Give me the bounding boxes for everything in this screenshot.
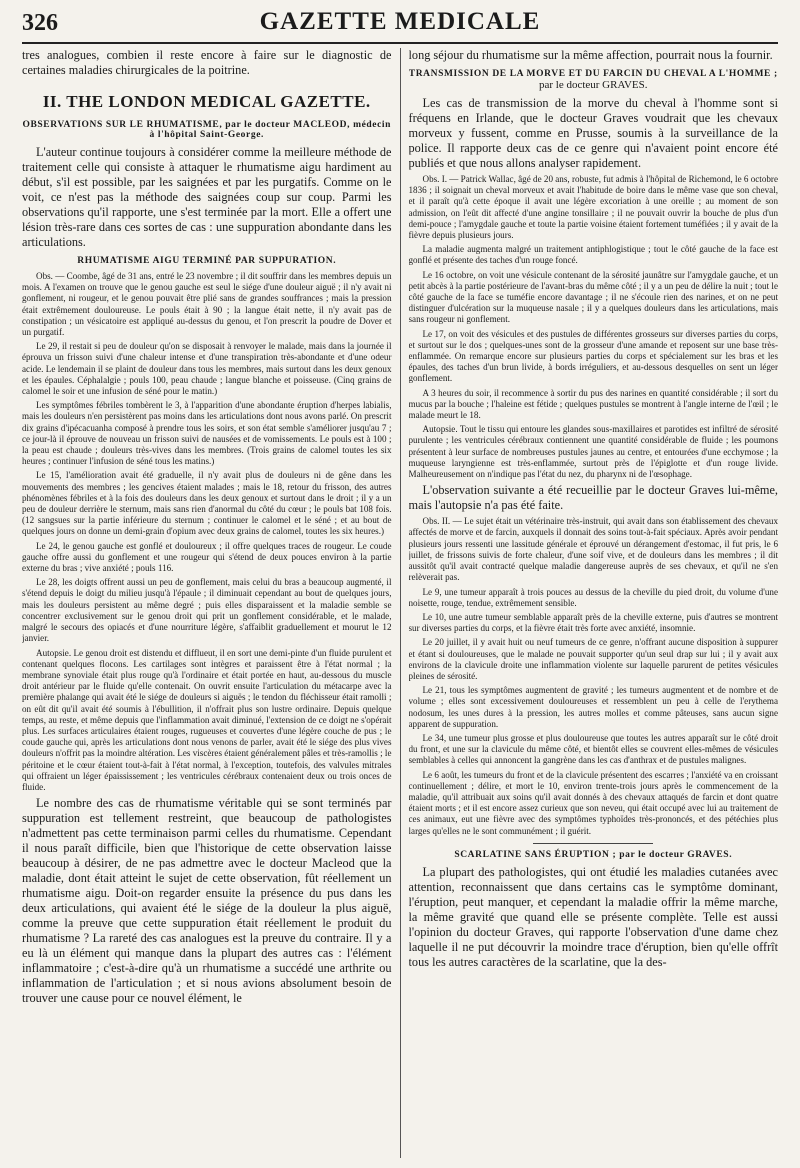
two-column-body [22, 48, 778, 1158]
right-mid-paragraph: L'observation suivante a été recueillie par le docteur Graves lui-même, mais l'autopsie n'a pas été faite. [408, 483, 778, 513]
observation-paragraph: Le 15, l'amélioration avait été graduelle, il n'y avait plus de douleurs ni de gêne dans les mouvements des membres ; les gencives étaient malades ; mais le 18, retour du frisson, des autres phénomènes fébriles et à la fois des douleurs dans les deux genoux et surtout dans le droit ; il y a un peu de douleur derrière le sternum, mais sans rien d'anormal du côté du cœur ; le pouls bat 108 fois. (12 sangsues sur la partie inférieure du sternum ; continuer le calomel et le séné ; et au bout de quelques jours on donne un demi-grain d'opium avec deux grains de calomel, toutes les six heures.) [22, 470, 392, 537]
left-closing-paragraph: Le nombre des cas de rhumatisme véritable qui se sont terminés par suppuration est tellement restreint, que beaucoup de pathologistes n'admettent pas cette terminaison parmi celles du rhumatisme. Cependant il nous paraît difficile, bien que l'historique de cette observation laisse beaucoup à désirer, de ne pas admettre avec le docteur Macleod que la maladie, dont était atteint le sujet de cette observation, fût réellement un rhumatisme aigu. Doit-on regarder ensuite la présence du pus dans les deux articulations, qui avaient été le siége de la douleur la plus aiguë, comme la preuve que cette suppuration était réellement le produit du rhumatisme ? La rareté des cas analogues est la preuve du contraire. Il y a eu là un élément qui manque dans la plupart des autres cas : l'élément inflammatoire ; c'est-à-dire qu'à un rhumatisme a succédé une arthrite ou inflammation de l'articulation ; et si nous avions absolument besoin de trouver une cause pour ce nouvel élément, le [22, 796, 392, 1006]
observation-one [409, 174, 779, 480]
observation-paragraph: Le 16 octobre, on voit une vésicule contenant de la sérosité jaunâtre sur l'amygdale gauche, et un petit abcès à la partie postérieure de l'avant-bras du même côté ; il y a un peu de délire la nuit ; tout le côté gauche de la face se tuméfie encore davantage ; il ne s'écoule rien des narines, et on ne peut distinguer d'ulcération sur la muqueuse nasale ; il y a quelques douleurs dans les articulations, mais sans rougeur ni gonflement. [408, 269, 778, 325]
right-column [409, 48, 779, 1158]
section-title: II. THE LONDON MEDICAL GAZETTE. [42, 92, 371, 111]
observation-paragraph: Obs. — Coombe, âgé de 31 ans, entré le 23 novembre ; il dit souffrir dans les membres depuis un mois. A l'examen on trouve que le genou gauche est seul le siége d'une douleur aiguë ; il n'y avait ni gonflement, ni rougeur, et le genou pouvait être plié sans de grandes souffrances ; mais la pression était extrêmement douloureuse. Le pouls était à 90 ; la langue était nette, il n'y avait pas de constipation ; un vésicatoire est appliqué au-dessus du genou, et l'on prescrit la poudre de Dover et un purgatif. [22, 271, 392, 338]
left-intro: tres analogues, combien il reste encore à faire sur le diagnostic de certaines maladies chirurgicales de la poitrine. [22, 48, 392, 77]
observation-paragraph: La maladie augmenta malgré un traitement antiphlogistique ; tout le côté gauche de la face est gonflé et présente des taches d'un rouge foncé. [408, 244, 778, 266]
subheading-scarlatine: SCARLATINE SANS ÉRUPTION ; par le docteur GRAVES. [454, 849, 733, 860]
observation-paragraph: Le 20 juillet, il y avait huit ou neuf tumeurs de ce genre, n'offrant aucune disposition à suppurer et étant si douloureuses, que le malade ne pouvait supporter qu'un seul drap sur lui ; il y avait aux environs de la clavicule droite une inflammation violente sur laquelle parurent de petites vésicules pleines de sérosité. [408, 637, 778, 681]
column-rule [400, 48, 401, 1158]
observation-paragraph: Le 10, une autre tumeur semblable apparaît près de la cheville externe, puis d'autres se montrent sur diverses parties du corps, et la fièvre était très forte avec anxiété, insomnie. [408, 611, 778, 634]
observation-paragraph: Le 28, les doigts offrent aussi un peu de gonflement, mais celui du bras a beaucoup augmenté, il s'étend depuis le doigt du milieu jusqu'à l'épaule ; il diminuait cependant au bout de quelques jours, mais les douleurs persistent au même degré ; puis elles disparaissent et la maladie semble se concentrer exclusivement sur le genou droit qui prit un gonflement considérable, et le malade, malgré le secours des opiacés et d'une nourriture légère, s'affaiblit graduellement et mourut le 12 janvier. [22, 577, 392, 644]
article-heading-morve-title: TRANSMISSION DE LA MORVE ET DU FARCIN DU CHEVAL A L'HOMME ; [408, 69, 778, 79]
page-number: 326 [22, 10, 58, 36]
observation-paragraph: Autopsie. Tout le tissu qui entoure les glandes sous-maxillaires et parotides est infiltré de sérosité purulente ; les ventricules cérébraux contiennent une quantité considérable de fluide ; les poumons présentent à leur surface de nombreuses pustules jaunes au centre, et entourées d'une ecchymose ; la muqueuse laryngienne est très-enflammée, surtout près de l'épiglotte et d'un rouge livide. Malheureusement on n'indique pas l'état du nez, du pharynx ni de l'œsophage. [408, 424, 778, 480]
divider [533, 843, 653, 844]
observation-paragraph: Le 21, tous les symptômes augmentent de gravité ; les tumeurs augmentent et de nombre et de volume ; elles sont excessivement douloureuses et ressemblent un peu à celle de l'erythema nodosum, les unes dures à la pression, les autres molles et comme pâteuses, sans aucun signe apparent de suppuration. [408, 685, 778, 729]
article-heading-morve-author: par le docteur GRAVES. [538, 79, 648, 91]
article-lead-macleod: L'auteur continue toujours à considérer comme la meilleure méthode de traitement celle qui consiste à attaquer le rhumatisme aigu hardiment au début, s'il est possible, par les saignées et par les purgatifs. Comme on le voit, ce n'est pas la méthode des saignées coup sur coup. Parmi les observations qu'il rapporte, une s'est terminée par la mort. Elle a offert une lésion très-rare dans ces sortes de cas : une suppuration abondante dans les articulations. [22, 145, 392, 249]
right-closing-paragraph: La plupart des pathologistes, qui ont étudié les maladies cutanées avec attention, reconnaissent que dans certains cas le symptôme dominant, l'éruption, peut manquer, et cependant la maladie offrir la même marche, la même gravité que quand elle se présente complète. Telle est aussi l'opinion du docteur Graves, qui rapporte l'observation d'une dame chez laquelle il ne put découvrir la moindre trace d'éruption, bien qu'elle offrît tous les autres caractères de la scarlatine, que la des- [408, 864, 778, 969]
observation-paragraph: Le 9, une tumeur apparaît à trois pouces au dessus de la cheville du pied droit, du volume d'une noisette, rouge, tendue, extrêmement sensible. [408, 586, 778, 608]
article-heading-macleod: OBSERVATIONS SUR LE RHUMATISME, par le docteur MACLEOD, médecin à l'hôpital Saint-George. [22, 120, 392, 140]
subheading-rhumatisme: RHUMATISME AIGU TERMINÉ PAR SUPPURATION. [77, 256, 337, 266]
observation-paragraph: Le 34, une tumeur plus grosse et plus douloureuse que toutes les autres apparaît sur le côté droit du front, et une sur la clavicule du même côté, et bientôt elles se couvrent elles-mêmes de vésicules semblables à celles qui annoncent la gangrène dans les cas d'anthrax et de pustules malignes. [408, 732, 778, 766]
observation-paragraph: Les symptômes fébriles tombèrent le 3, à l'apparition d'une abondante éruption d'herpes labialis, mais les douleurs n'en persistèrent pas moins dans les articulations dont nous avons parlé. On prescrit dix grains d'ipécacuanha composé à prendre tous les soirs, et son état semble s'améliorer jusqu'au 7 ; ce jour-là il éprouve de nouveau un frisson suivi de nausées et de vomissements. Le pouls est à 100 ; la peau est chaude ; douleurs très-vives dans les membres. (Trois grains de calomel toutes les six heures ; continuer l'infusion de séné tous les matins.) [22, 400, 392, 467]
page-header [22, 8, 778, 44]
article-lead-morve: Les cas de transmission de la morve du cheval à l'homme sont si fréquens en Irlande, que le docteur Graves voudrait que les chevaux morveux y fussent, comme en Prusse, soumis à la surveillance de la police. Il rapporte deux cas de ce genre qui n'avaient point encore été publiés et que nous allons analyser rapidement. [408, 96, 778, 170]
observation-two [409, 516, 779, 836]
left-column [22, 48, 392, 1158]
observation-paragraph: Autopsie. Le genou droit est distendu et difflueut, il en sort une demi-pinte d'un fluide purulent et contenant quelques flocons. Les cartilages sont intègres et paraissent être à l'état normal ; la membrane synoviale était plus rouge qu'à l'ordinaire et était portée en haut, au-dessous du muscle droit antérieur par le fluide qu'elle contenait. On ouvrit ensuite l'articulation du métacarpe avec la première phalange qui avait été le siége de douleurs si aiguës ; le tendon du fléchisseur était ramolli ; on eût dit qu'il avait été soumis à l'ébullition, il n'offrait plus son lustre ordinaire. Depuis quelque temps, au reste, et même depuis que l'inflammation avait diminué, l'extension de ce doigt ne s'opérait plus. Les surfaces articulaires étaient rouges, rugueuses et couvertes d'une légère couche de pus ; le coude gauche qui, après les articulations dont nous venons de parler, avait été le siége des plus vives douleurs n'offrit pas la moindre altération. Les viscères étaient généralement pâles et très-ramollis ; le péritoine et le cœur étaient tout-à-fait à l'état normal, à l'exception, toutefois, des valvules mitrales qui offraient un léger épaississement ; les ventricules cérébraux contenaient deux ou trois onces de fluide. [22, 647, 392, 792]
masthead-title: GAZETTE MEDICALE [259, 8, 541, 35]
observation-paragraph: Le 17, on voit des vésicules et des pustules de différentes grosseurs sur diverses parties du corps, et surtout sur le dos ; quelques-unes sont de la grosseur d'une amande et reposent sur une base très-enflammée. On remarque encore sur plusieurs parties du corps et spécialement sur les bras et les épaules, des taches d'un brun livide, à bords irréguliers, et au-dessous desquelles on sent un léger gonflement. [408, 328, 778, 384]
right-intro: long séjour du rhumatisme sur la même affection, pourrait nous la fournir. [408, 48, 773, 62]
observation-paragraph: Obs. I. — Patrick Wallac, âgé de 20 ans, robuste, fut admis à l'hôpital de Richemond, le 6 octobre 1836 ; il soignait un cheval morveux et avait l'habitude de boire dans le même vase que son cheval, et il paraît qu'à cette époque il avait une légère excoriation à une oreille ; au moment de son admission, on l'eût dit affecté d'une angine tonsillaire ; il ne pouvait ouvrir la bouche de plus d'un demi-pouce ; l'amygdale gauche et toute la partie voisine étaient fortement tuméfiées ; il y avait de la fièvre depuis plusieurs jours. [408, 174, 778, 241]
observation-paragraph: Le 6 août, les tumeurs du front et de la clavicule présentent des escarres ; l'anxiété va en croissant continuellement ; délire, et mort le 10, environ trente-trois jours après le commencement de la maladie, qu'il attribuait aux soins qu'il avait donnés à des chevaux attaqués de farcin et dont quatre étaient morts ; et il est encore assez curieux que son neveu, qui était occupé avec lui au traitement de ces animaux, eut une fièvre avec des symptômes typhoïdes très-prononcés, et des pétéchies plus larges qu'elles ne le sont communément ; il guérit. [408, 769, 778, 836]
observation-paragraph: Le 29, il restait si peu de douleur qu'on se disposait à renvoyer le malade, mais dans la journée il éprouva un frisson suivi d'une chaleur intense et d'une transpiration très-abondante et d'une odeur acide. Le lendemain il se plaint de douleur dans tous les membres, mais surtout dans les deux genoux et les épaules. Céphalalgie ; pouls 100, peau chaude ; langue blanche et poisseuse. (Cinq grains de calomel le soir et une infusion de séné pour le matin.) [22, 341, 392, 397]
observation-rhumatisme [22, 271, 392, 793]
observation-paragraph: Le 24, le genou gauche est gonflé et douloureux ; il offre quelques traces de rougeur. Le coude gauche offre aussi du gonflement et une rougeur qui s'étend de deux pouces environ à la partie externe du bras ; vive anxiété ; pouls 116. [22, 540, 392, 574]
article-heading-morve [409, 69, 779, 91]
observation-paragraph: A 3 heures du soir, il recommence à sortir du pus des narines en quantité considérable ; il sort du mucus par la bouche ; l'haleine est fétide ; quelques pustules se montrent à l'angle interne de l'œil ; le malade meurt le 18. [408, 387, 778, 421]
observation-paragraph: Obs. II. — Le sujet était un vétérinaire très-instruit, qui avait dans son établissement des chevaux affectés de morve et de farcin, auxquels il donnait des soins tout-à-fait spéciaux. Après avoir pendant plusieurs jours ressenti une lassitude générale et éprouvé un dérangement d'estomac, il fut pris, le 6 juillet, de frissons suivis de forte chaleur, d'une soif vive, et de douleurs dans les membres ; il dit aussitôt qu'il avait contracté quelque maladie dangereuse auprès de ses chevaux, et qu'il ne s'en relèverait pas. [408, 516, 778, 583]
